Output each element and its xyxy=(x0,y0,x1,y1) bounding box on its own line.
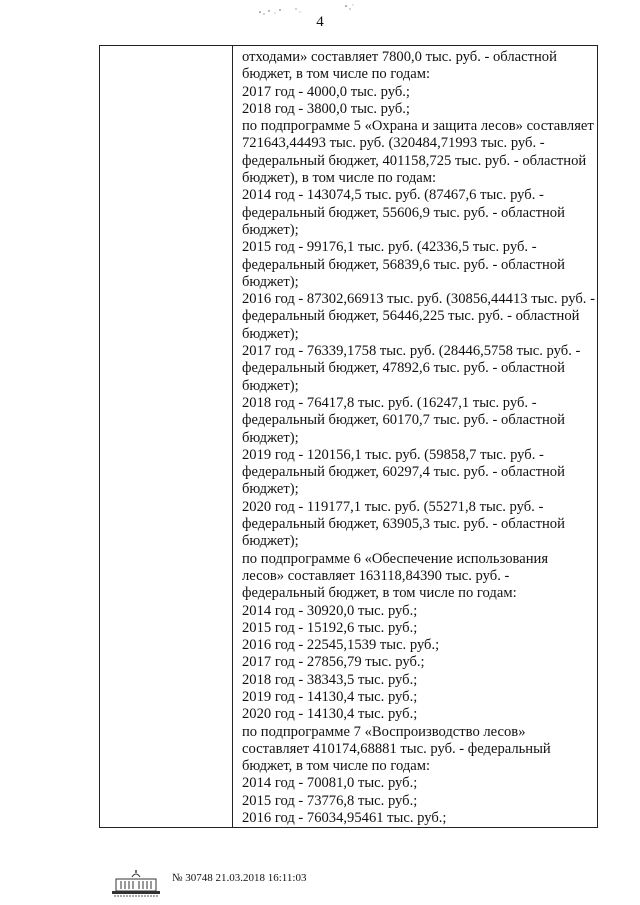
text-line: федеральный бюджет, 63905,3 тыс. руб. - областной xyxy=(242,516,565,533)
text-line: федеральный бюджет, 55606,9 тыс. руб. - областной xyxy=(242,204,565,221)
building-emblem-icon xyxy=(110,868,162,898)
text-line: 2018 год - 3800,0 тыс. руб.; xyxy=(242,100,410,117)
text-line: 2016 год - 76034,95461 тыс. руб.; xyxy=(242,810,447,827)
table-cell-text xyxy=(242,49,597,827)
text-line: бюджет); xyxy=(242,533,299,550)
text-line: 2020 год - 119177,1 тыс. руб. (55271,8 тыс. руб. - xyxy=(242,498,544,515)
text-line: 2015 год - 73776,8 тыс. руб.; xyxy=(242,792,418,809)
text-line: федеральный бюджет, 47892,6 тыс. руб. - областной xyxy=(242,360,565,377)
text-line: бюджет); xyxy=(242,429,299,446)
text-line: составляет 410174,68881 тыс. руб. - федеральный xyxy=(242,740,551,757)
text-line: 2014 год - 70081,0 тыс. руб.; xyxy=(242,775,418,792)
text-line: 2019 год - 120156,1 тыс. руб. (59858,7 тыс. руб. - xyxy=(242,446,544,463)
text-line: бюджет); xyxy=(242,325,299,342)
text-line: бюджет); xyxy=(242,273,299,290)
text-line: бюджет, в том числе по годам: xyxy=(242,66,431,83)
text-line: 2016 год - 22545,1539 тыс. руб.; xyxy=(242,637,440,654)
text-line: 2016 год - 87302,66913 тыс. руб. (30856,44413 тыс. руб. - xyxy=(242,291,595,308)
text-line: федеральный бюджет, 60297,4 тыс. руб. - областной xyxy=(242,464,565,481)
text-line: по подпрограмме 6 «Обеспечение использования xyxy=(242,550,549,567)
text-line: 2019 год - 14130,4 тыс. руб.; xyxy=(242,688,418,705)
text-line: 2017 год - 27856,79 тыс. руб.; xyxy=(242,654,425,671)
text-line: 2018 год - 38343,5 тыс. руб.; xyxy=(242,671,418,688)
text-line: федеральный бюджет, 401158,725 тыс. руб. - областной xyxy=(242,152,587,169)
text-line: бюджет); xyxy=(242,481,299,498)
text-line: 2015 год - 15192,6 тыс. руб.; xyxy=(242,619,418,636)
text-line: по подпрограмме 7 «Воспроизводство лесов» xyxy=(242,723,526,740)
text-line: 2015 год - 99176,1 тыс. руб. (42336,5 тыс. руб. - xyxy=(242,239,537,256)
text-line: 2018 год - 76417,8 тыс. руб. (16247,1 тыс. руб. - xyxy=(242,394,537,411)
text-line: бюджет); xyxy=(242,221,299,238)
document-footer xyxy=(110,868,530,898)
text-line: 2020 год - 14130,4 тыс. руб.; xyxy=(242,706,418,723)
text-line: бюджет), в том числе по годам: xyxy=(242,170,437,187)
text-line: федеральный бюджет, 56446,225 тыс. руб. - областной xyxy=(242,308,580,325)
page-number: 4 xyxy=(316,14,324,30)
text-line: 721643,44493 тыс. руб. (320484,71993 тыс. руб. - xyxy=(242,135,545,152)
text-line: 2014 год - 30920,0 тыс. руб.; xyxy=(242,602,418,619)
program-table xyxy=(99,45,598,828)
text-line: 2017 год - 76339,1758 тыс. руб. (28446,5758 тыс. руб. - xyxy=(242,343,581,360)
text-line: 2017 год - 4000,0 тыс. руб.; xyxy=(242,83,410,100)
text-line: федеральный бюджет, в том числе по годам: xyxy=(242,585,517,602)
text-line: бюджет); xyxy=(242,377,299,394)
text-line: лесов» составляет 163118,84390 тыс. руб. - xyxy=(242,567,510,584)
text-line: федеральный бюджет, 56839,6 тыс. руб. - областной xyxy=(242,256,565,273)
text-line: 2014 год - 143074,5 тыс. руб. (87467,6 тыс. руб. - xyxy=(242,187,544,204)
text-line: бюджет, в том числе по годам: xyxy=(242,758,431,775)
text-line: федеральный бюджет, 60170,7 тыс. руб. - областной xyxy=(242,412,565,429)
table-column-divider xyxy=(232,46,233,827)
text-line: по подпрограмме 5 «Охрана и защита лесов» составляет xyxy=(242,118,594,135)
document-stamp: № 30748 21.03.2018 16:11:03 xyxy=(172,872,307,884)
text-line: отходами» составляет 7800,0 тыс. руб. - областной xyxy=(242,49,557,65)
